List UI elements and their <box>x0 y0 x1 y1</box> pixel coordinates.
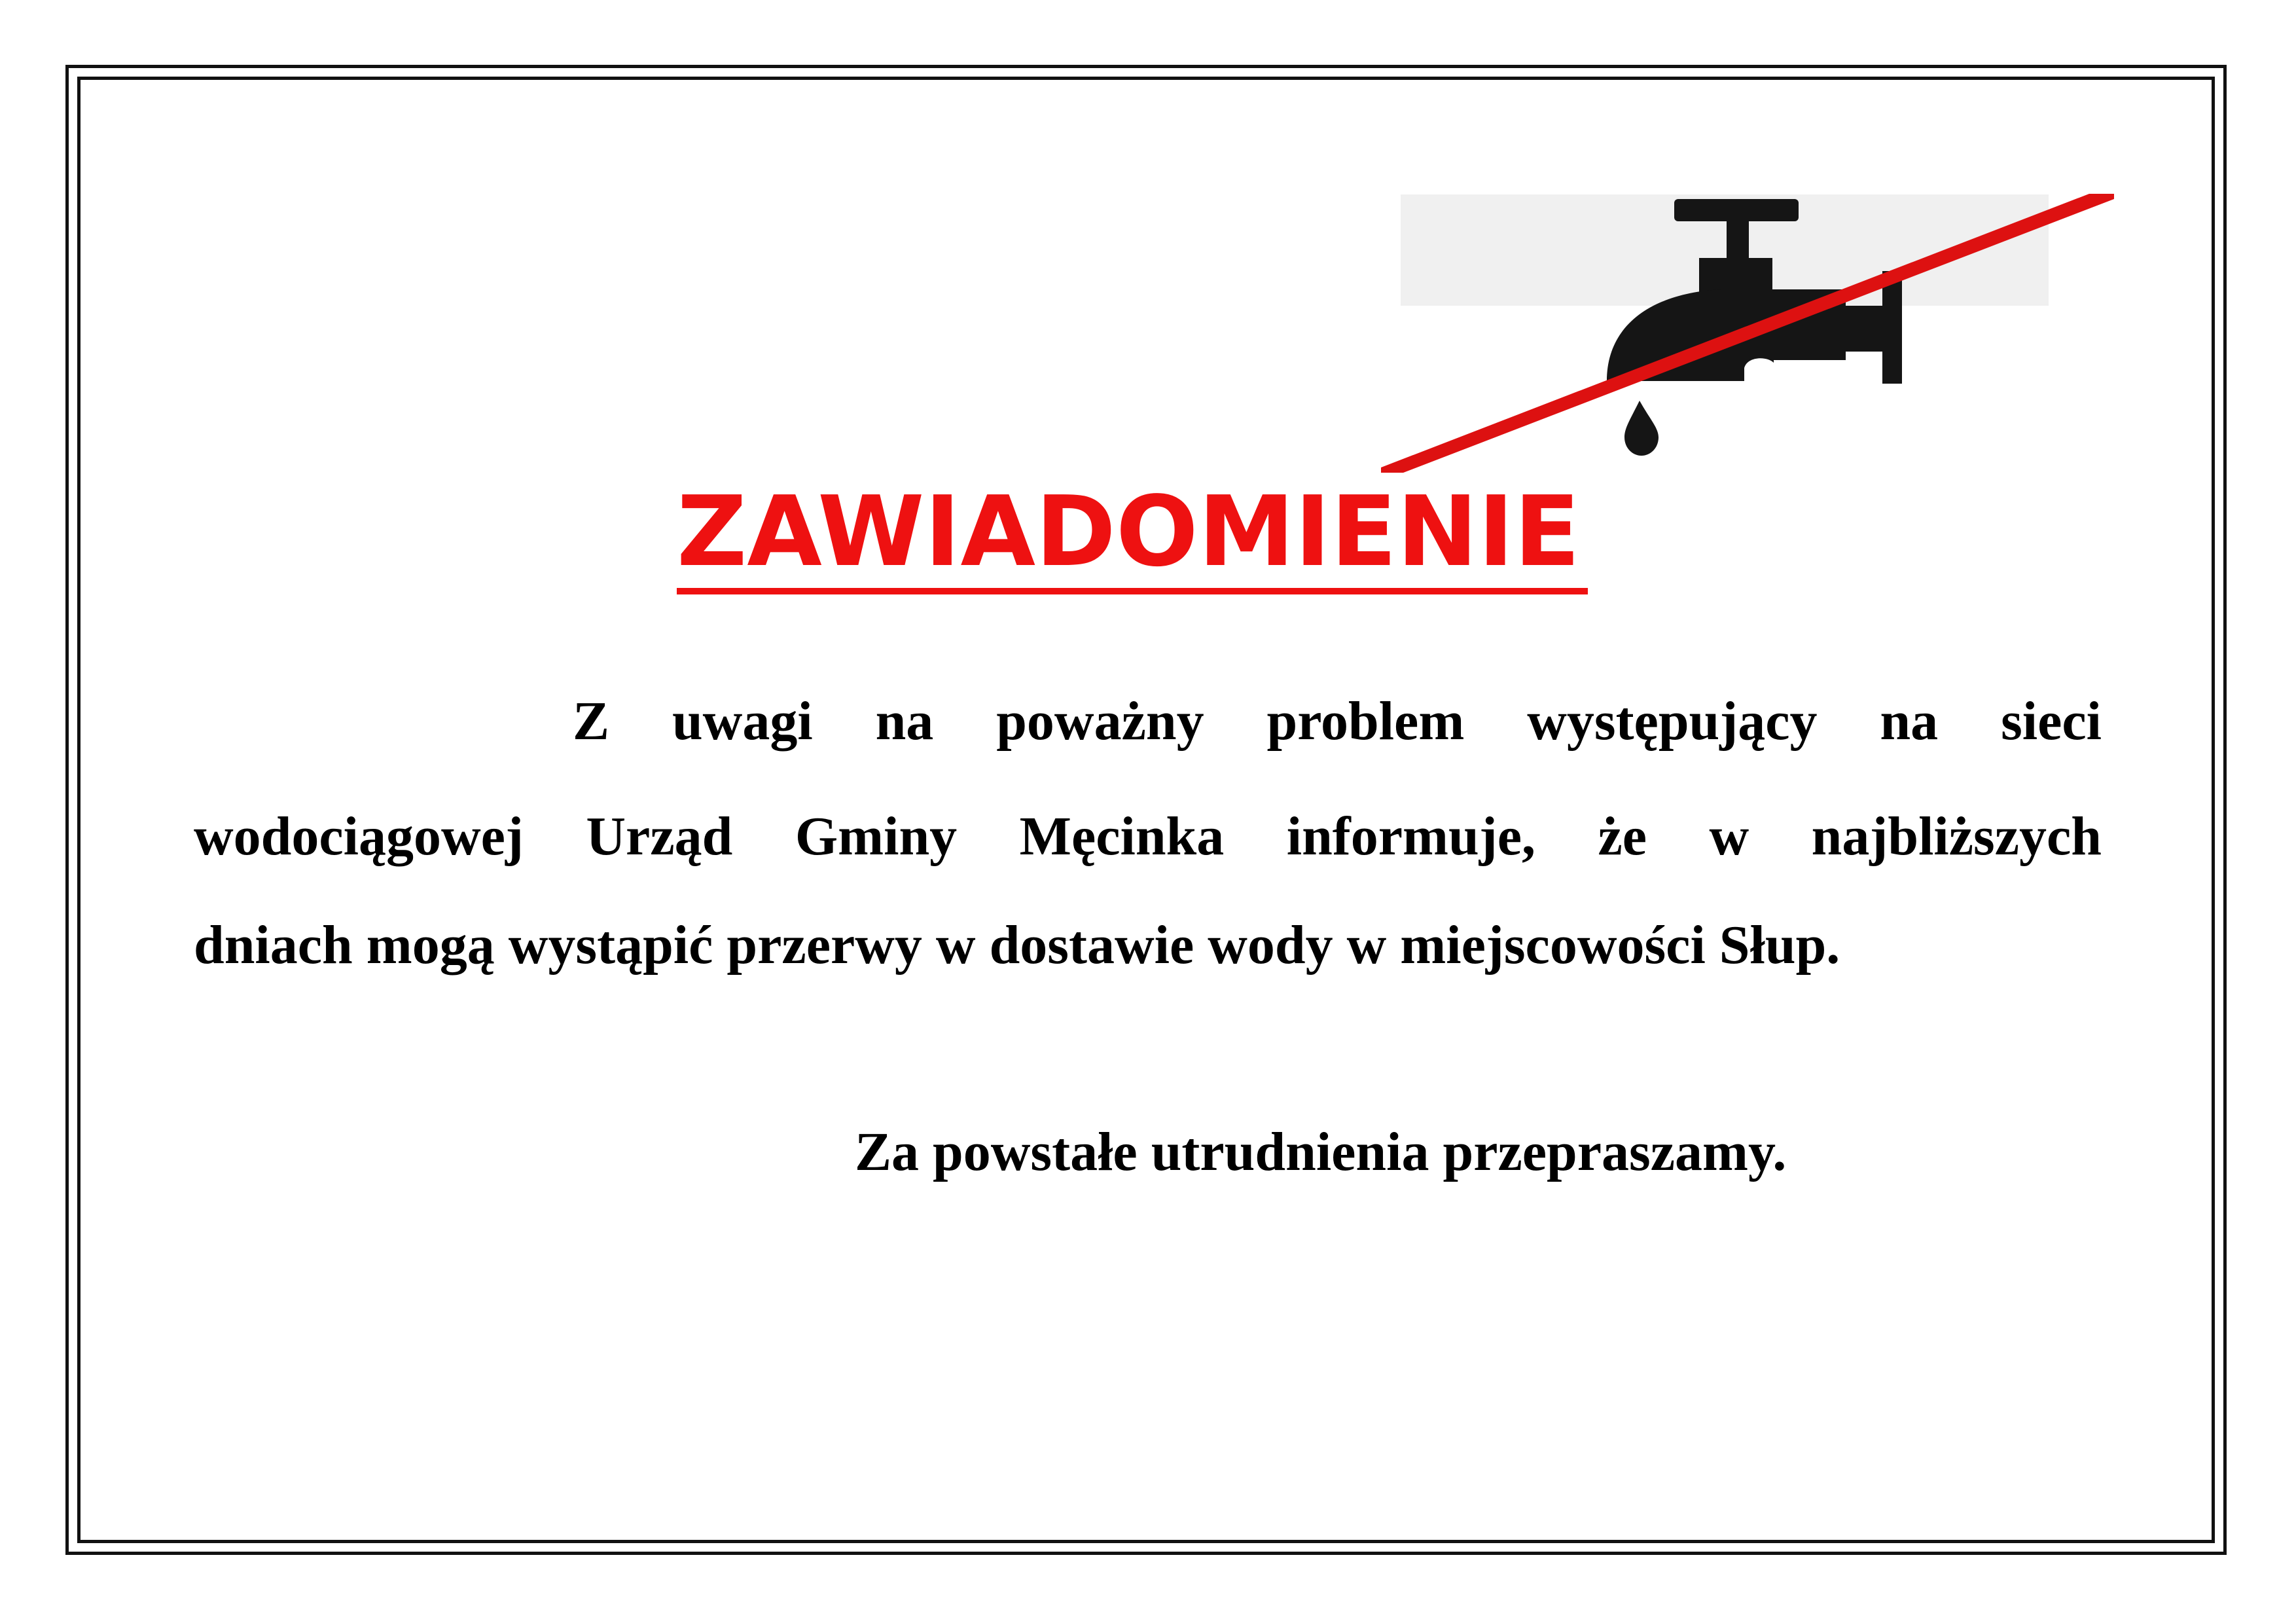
tap-stem <box>1727 220 1749 258</box>
heading-underline <box>677 588 1588 594</box>
notice-body-line-2: wodociągowej Urząd Gminy Męcinka informuje, że w najbliższych <box>194 806 2102 867</box>
tap-flange <box>1882 271 1902 384</box>
tap-valve-body <box>1699 258 1772 295</box>
notice-heading: ZAWIADOMIENIE <box>677 475 1581 588</box>
no-water-tap-icon <box>1381 185 2114 473</box>
notice-body-line-3: dniach mogą wystąpić przerwy w dostawie wody w miejscowości Słup. <box>194 915 1840 976</box>
water-drop-icon <box>1624 401 1659 456</box>
closing-apology: Za powstałe utrudnienia przepraszamy. <box>855 1122 1787 1182</box>
tap-handle <box>1674 199 1799 221</box>
notice-body-line-1: Z uwagi na poważny problem występujący na sieci <box>573 691 2102 752</box>
tap-pipe <box>1839 306 1885 352</box>
